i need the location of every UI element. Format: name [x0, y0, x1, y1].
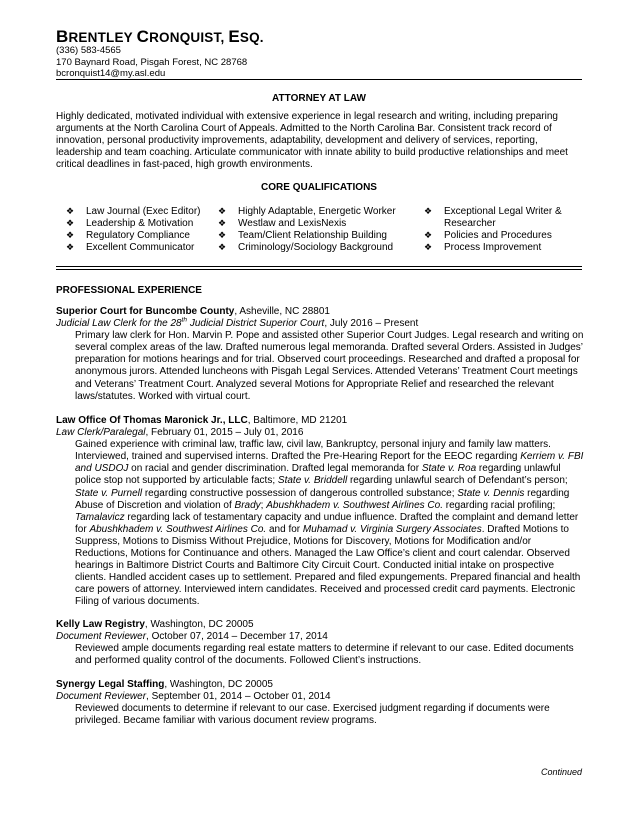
diamond-bullet-icon: ❖ [424, 241, 433, 252]
job-entry [56, 415, 586, 609]
summary-paragraph: Highly dedicated, motivated individual with extensive experience in legal research and writing, including preparing arguments at the North Carolina Court of Appeals. Admitted to the North Carolina Bar. Consistent track record of innovation, personal productivity improvements, adaptability, development and delivery of services, reporting, leadership and team coaching. Articulate communicator with innate ability to build productive relationships and meet critical deadlines in fast-paced, high growth environments. [56, 111, 568, 171]
job-entry [56, 306, 586, 403]
job-employer: Kelly Law Registry, Washington, DC 20005 [56, 619, 254, 630]
continued-note: Continued [540, 767, 582, 777]
diamond-bullet-icon: ❖ [66, 217, 75, 228]
list-item: ❖ Westlaw and LexisNexis [218, 217, 347, 229]
job-entry [56, 619, 586, 667]
diamond-bullet-icon: ❖ [218, 217, 227, 228]
job-description: Reviewed documents to determine if relevant to our case. Exercised judgment regarding if documents were privileged. Became familiar with various document review programs. [75, 703, 550, 727]
diamond-bullet-icon: ❖ [66, 206, 75, 216]
list-item: ❖ Excellent Communicator [66, 241, 195, 253]
qualifications-column-1 [66, 206, 201, 254]
job-entry [56, 679, 586, 727]
list-item: ❖ Leadership & Motivation [66, 217, 194, 229]
diamond-bullet-icon: ❖ [424, 206, 433, 216]
experience-title: PROFESSIONAL EXPERIENCE [56, 285, 202, 296]
email: bcronquist14@my.asl.edu [56, 68, 166, 80]
job-employer: Synergy Legal Staffing, Washington, DC 20005 [56, 679, 273, 690]
qualifications-column-3 [424, 206, 574, 254]
list-item: ❖ Exceptional Legal Writer & Researcher [424, 206, 562, 229]
job-role: Document Reviewer, October 07, 2014 – December 17, 2014 [56, 631, 328, 643]
qualifications-column-2 [218, 206, 396, 254]
list-item: ❖ Policies and Procedures [424, 229, 552, 241]
job-employer: Superior Court for Buncombe County, Asheville, NC 28801 [56, 306, 330, 317]
list-item: ❖ Regulatory Compliance [66, 229, 190, 241]
objective-title: ATTORNEY AT LAW [272, 93, 366, 104]
job-role: Law Clerk/Paralegal, February 01, 2015 – July 01, 2016 [56, 427, 304, 439]
diamond-bullet-icon: ❖ [218, 241, 227, 252]
list-item: ❖ Highly Adaptable, Energetic Worker [218, 206, 396, 217]
job-employer: Law Office Of Thomas Maronick Jr., LLC, Baltimore, MD 21201 [56, 415, 348, 426]
job-role: Judicial Law Clerk for the 28th Judicial District Superior Court, July 2016 – Present [56, 316, 419, 330]
list-item: ❖ Criminology/Sociology Background [218, 241, 394, 253]
job-description: Gained experience with criminal law, traffic law, civil law, Bankruptcy, personal injury and family law matters. Interviewed, trained and supervised interns. Drafted the Pre-Hearing Report for the EEOC regarding Kerriem v. FBI and USDOJ on racial and gender discrimination. Drafted legal memoranda for State v. Roa regarding unlawful police stop not supported by articulable facts; State v. Briddell regarding unlawful search of Defendant’s person; State v. Purnell regarding constructive possession of dangerous controlled substance; State v. Dennis regarding Abuse of Discretion and violation of Brady; Abushkhadem v. Southwest Airlines Co. regarding racial profiling; Tamalavicz regarding lack of testamentary capacity and undue influence. Drafted the complaint and demand letter for Abushkhadem v. Southwest Airlines Co. and for Muhamad v. Virginia Surgery Associates. Drafted Motions to Suppress, Motions to Dismiss Without Prejudice, Motions for Discovery, Motions for Modification and/or Reductions, Motions for Continuance and others. Managed the Law Office’s client and court calendar. Observed hearings in Baltimore District Courts and Baltimore City Circuit Court. Conducted initial intake on prospective clients. Handled accident cases up to settlement. Prepared and filed expungements. Prepared financial and health care powers of attorney. Interviewed intern candidates. Received and processed credit card payments. Electronic Filing of various documents. [75, 439, 584, 608]
phone: (336) 583-4565 [56, 45, 121, 56]
diamond-bullet-icon: ❖ [424, 229, 433, 240]
applicant-name: BRENTLEY CRONQUIST, ESQ. [56, 27, 264, 46]
job-role: Document Reviewer, September 01, 2014 – October 01, 2014 [56, 691, 331, 703]
job-description: Primary law clerk for Hon. Marvin P. Pope and assisted other Superior Court Judges. Legal research and writing on several complex areas of the law. Drafted numerous legal memoranda. Drafted several Orders. Assisted in Judges’ preparation for motions hearings and for trial. Observed court proceedings. Researched and drafted a proposal for anonymous jurors. Attended luncheons with Pisgah Legal Services. Attended Veterans’ Treatment Court meetings and Veterans’ Treatment Court. Analyzed several Motions for Appropriate Relief and researched the relevant laws/statutes. Worked with virtual court. [75, 330, 584, 402]
qualifications-title: CORE QUALIFICATIONS [261, 182, 377, 193]
job-description: Reviewed ample documents regarding real estate matters to determine if relevant to our case. Edited documents and performed quality control of the documents. Followed Client’s instructions. [75, 643, 574, 667]
list-item: ❖ Team/Client Relationship Building [218, 229, 387, 241]
diamond-bullet-icon: ❖ [218, 229, 227, 240]
section-divider [56, 266, 582, 270]
diamond-bullet-icon: ❖ [218, 206, 227, 216]
contact-block [56, 45, 247, 80]
diamond-bullet-icon: ❖ [66, 229, 75, 240]
diamond-bullet-icon: ❖ [66, 241, 75, 252]
list-item: ❖ Law Journal (Exec Editor) [66, 206, 201, 217]
list-item: ❖ Process Improvement [424, 241, 542, 253]
address: 170 Baynard Road, Pisgah Forest, NC 28768 [56, 56, 248, 68]
header-divider [56, 79, 582, 80]
